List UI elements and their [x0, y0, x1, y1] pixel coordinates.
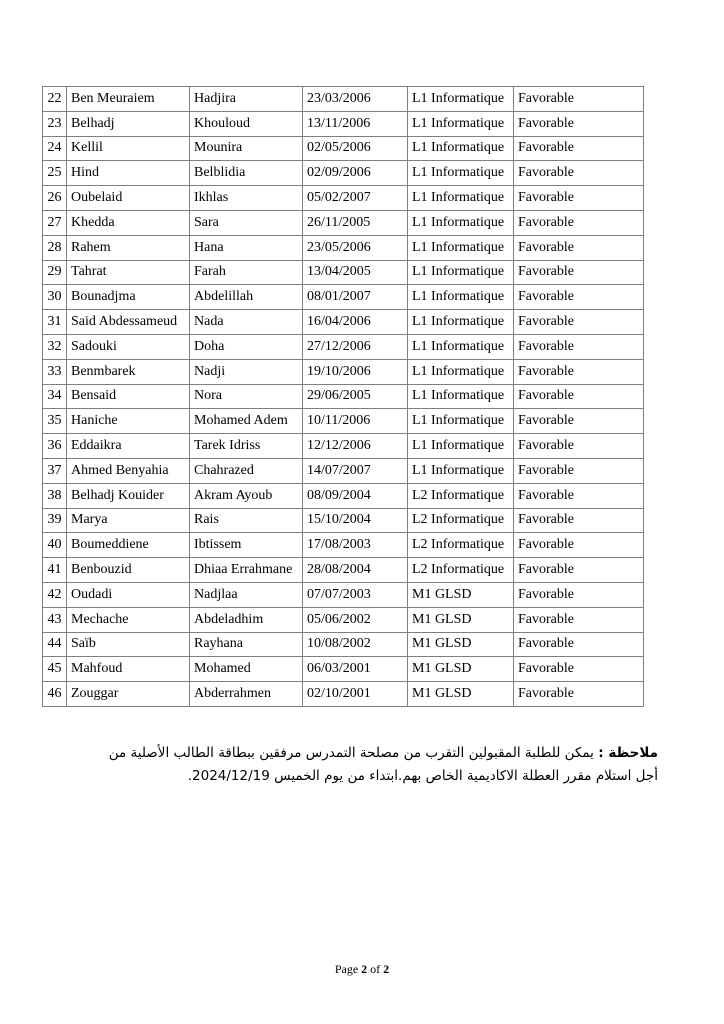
last-name-cell: Eddaikra	[67, 434, 190, 459]
first-name-cell: Abdelillah	[190, 285, 303, 310]
program-cell: L1 Informatique	[408, 260, 514, 285]
birth-date-cell: 08/01/2007	[303, 285, 408, 310]
birth-date-cell: 16/04/2006	[303, 310, 408, 335]
first-name-cell: Farah	[190, 260, 303, 285]
decision-cell: Favorable	[514, 260, 644, 285]
table-row	[43, 359, 644, 384]
table-row	[43, 210, 644, 235]
table-row	[43, 632, 644, 657]
birth-date-cell: 29/06/2005	[303, 384, 408, 409]
note-paragraph	[98, 742, 658, 788]
row-number-cell: 43	[43, 607, 67, 632]
first-name-cell: Ibtissem	[190, 533, 303, 558]
table-row	[43, 310, 644, 335]
last-name-cell: Marya	[67, 508, 190, 533]
row-number-cell: 24	[43, 136, 67, 161]
program-cell: L1 Informatique	[408, 136, 514, 161]
first-name-cell: Mohamed	[190, 657, 303, 682]
row-number-cell: 44	[43, 632, 67, 657]
table-body	[43, 87, 644, 707]
birth-date-cell: 19/10/2006	[303, 359, 408, 384]
last-name-cell: Ben Meuraiem	[67, 87, 190, 112]
birth-date-cell: 07/07/2003	[303, 582, 408, 607]
first-name-cell: Hana	[190, 235, 303, 260]
program-cell: L1 Informatique	[408, 359, 514, 384]
note-text: يمكن للطلبة المقبولين التقرب من مصلحة التمدرس مرفقين ببطاقة الطالب الأصلية من أجل استلام مقرر العطلة الاكاديمية الخاص بهم.ابتداء من يوم الخميس 2024/12/19.	[108, 745, 658, 784]
decision-cell: Favorable	[514, 359, 644, 384]
birth-date-cell: 02/09/2006	[303, 161, 408, 186]
birth-date-cell: 23/03/2006	[303, 87, 408, 112]
first-name-cell: Dhiaa Errahmane	[190, 558, 303, 583]
program-cell: M1 GLSD	[408, 657, 514, 682]
first-name-cell: Mohamed Adem	[190, 409, 303, 434]
table-row	[43, 582, 644, 607]
row-number-cell: 38	[43, 483, 67, 508]
footer-total-pages: 2	[383, 962, 390, 976]
birth-date-cell: 17/08/2003	[303, 533, 408, 558]
last-name-cell: Belhadj Kouider	[67, 483, 190, 508]
table-row	[43, 235, 644, 260]
decision-cell: Favorable	[514, 334, 644, 359]
last-name-cell: Rahem	[67, 235, 190, 260]
row-number-cell: 32	[43, 334, 67, 359]
last-name-cell: Benmbarek	[67, 359, 190, 384]
decision-cell: Favorable	[514, 136, 644, 161]
row-number-cell: 22	[43, 87, 67, 112]
last-name-cell: Saïb	[67, 632, 190, 657]
row-number-cell: 28	[43, 235, 67, 260]
program-cell: L1 Informatique	[408, 111, 514, 136]
table-row	[43, 409, 644, 434]
decision-cell: Favorable	[514, 186, 644, 211]
birth-date-cell: 14/07/2007	[303, 458, 408, 483]
last-name-cell: Khedda	[67, 210, 190, 235]
first-name-cell: Mounira	[190, 136, 303, 161]
row-number-cell: 31	[43, 310, 67, 335]
first-name-cell: Hadjira	[190, 87, 303, 112]
decision-cell: Favorable	[514, 409, 644, 434]
birth-date-cell: 02/10/2001	[303, 682, 408, 707]
first-name-cell: Rais	[190, 508, 303, 533]
program-cell: L1 Informatique	[408, 434, 514, 459]
last-name-cell: Zouggar	[67, 682, 190, 707]
table-row	[43, 136, 644, 161]
first-name-cell: Nadji	[190, 359, 303, 384]
birth-date-cell: 10/11/2006	[303, 409, 408, 434]
table-row	[43, 260, 644, 285]
results-table	[42, 86, 644, 707]
program-cell: L2 Informatique	[408, 533, 514, 558]
first-name-cell: Khouloud	[190, 111, 303, 136]
decision-cell: Favorable	[514, 533, 644, 558]
table-row	[43, 87, 644, 112]
birth-date-cell: 06/03/2001	[303, 657, 408, 682]
last-name-cell: Mahfoud	[67, 657, 190, 682]
row-number-cell: 40	[43, 533, 67, 558]
table-row	[43, 682, 644, 707]
table-row	[43, 384, 644, 409]
program-cell: L1 Informatique	[408, 210, 514, 235]
last-name-cell: Bounadjma	[67, 285, 190, 310]
birth-date-cell: 13/11/2006	[303, 111, 408, 136]
table-row	[43, 607, 644, 632]
birth-date-cell: 23/05/2006	[303, 235, 408, 260]
last-name-cell: Tahrat	[67, 260, 190, 285]
program-cell: L1 Informatique	[408, 186, 514, 211]
program-cell: L1 Informatique	[408, 310, 514, 335]
program-cell: L1 Informatique	[408, 87, 514, 112]
table-row	[43, 483, 644, 508]
row-number-cell: 30	[43, 285, 67, 310]
program-cell: L1 Informatique	[408, 334, 514, 359]
row-number-cell: 34	[43, 384, 67, 409]
decision-cell: Favorable	[514, 384, 644, 409]
footer-of-word: of	[370, 962, 381, 976]
last-name-cell: Mechache	[67, 607, 190, 632]
first-name-cell: Belblidia	[190, 161, 303, 186]
footer-page-word: Page	[334, 962, 359, 976]
birth-date-cell: 02/05/2006	[303, 136, 408, 161]
first-name-cell: Akram Ayoub	[190, 483, 303, 508]
first-name-cell: Abdeladhim	[190, 607, 303, 632]
last-name-cell: Hind	[67, 161, 190, 186]
last-name-cell: Ahmed Benyahia	[67, 458, 190, 483]
table-row	[43, 434, 644, 459]
row-number-cell: 36	[43, 434, 67, 459]
decision-cell: Favorable	[514, 458, 644, 483]
page-footer	[0, 962, 724, 977]
program-cell: M1 GLSD	[408, 582, 514, 607]
decision-cell: Favorable	[514, 657, 644, 682]
program-cell: L1 Informatique	[408, 285, 514, 310]
decision-cell: Favorable	[514, 434, 644, 459]
decision-cell: Favorable	[514, 111, 644, 136]
row-number-cell: 39	[43, 508, 67, 533]
table-row	[43, 161, 644, 186]
table-row	[43, 334, 644, 359]
last-name-cell: Bensaid	[67, 384, 190, 409]
program-cell: L1 Informatique	[408, 409, 514, 434]
table-row	[43, 285, 644, 310]
decision-cell: Favorable	[514, 483, 644, 508]
row-number-cell: 35	[43, 409, 67, 434]
table-row	[43, 657, 644, 682]
program-cell: L1 Informatique	[408, 384, 514, 409]
decision-cell: Favorable	[514, 285, 644, 310]
row-number-cell: 42	[43, 582, 67, 607]
last-name-cell: Sadouki	[67, 334, 190, 359]
decision-cell: Favorable	[514, 87, 644, 112]
program-cell: L2 Informatique	[408, 558, 514, 583]
first-name-cell: Nadjlaa	[190, 582, 303, 607]
decision-cell: Favorable	[514, 235, 644, 260]
last-name-cell: Haniche	[67, 409, 190, 434]
decision-cell: Favorable	[514, 607, 644, 632]
birth-date-cell: 05/06/2002	[303, 607, 408, 632]
birth-date-cell: 26/11/2005	[303, 210, 408, 235]
table-row	[43, 508, 644, 533]
table-row	[43, 533, 644, 558]
row-number-cell: 23	[43, 111, 67, 136]
last-name-cell: Belhadj	[67, 111, 190, 136]
row-number-cell: 27	[43, 210, 67, 235]
program-cell: M1 GLSD	[408, 607, 514, 632]
note-label: ملاحظة :	[598, 745, 658, 761]
row-number-cell: 33	[43, 359, 67, 384]
program-cell: L1 Informatique	[408, 235, 514, 260]
table-row	[43, 186, 644, 211]
birth-date-cell: 28/08/2004	[303, 558, 408, 583]
birth-date-cell: 08/09/2004	[303, 483, 408, 508]
row-number-cell: 45	[43, 657, 67, 682]
table-row	[43, 458, 644, 483]
birth-date-cell: 12/12/2006	[303, 434, 408, 459]
program-cell: L1 Informatique	[408, 458, 514, 483]
birth-date-cell: 05/02/2007	[303, 186, 408, 211]
row-number-cell: 37	[43, 458, 67, 483]
program-cell: L2 Informatique	[408, 508, 514, 533]
decision-cell: Favorable	[514, 558, 644, 583]
footer-current-page: 2	[361, 962, 368, 976]
first-name-cell: Nada	[190, 310, 303, 335]
birth-date-cell: 15/10/2004	[303, 508, 408, 533]
last-name-cell: Oubelaid	[67, 186, 190, 211]
birth-date-cell: 10/08/2002	[303, 632, 408, 657]
row-number-cell: 41	[43, 558, 67, 583]
row-number-cell: 26	[43, 186, 67, 211]
first-name-cell: Rayhana	[190, 632, 303, 657]
program-cell: L1 Informatique	[408, 161, 514, 186]
program-cell: L2 Informatique	[408, 483, 514, 508]
first-name-cell: Ikhlas	[190, 186, 303, 211]
last-name-cell: Benbouzid	[67, 558, 190, 583]
first-name-cell: Doha	[190, 334, 303, 359]
row-number-cell: 25	[43, 161, 67, 186]
decision-cell: Favorable	[514, 508, 644, 533]
birth-date-cell: 13/04/2005	[303, 260, 408, 285]
row-number-cell: 46	[43, 682, 67, 707]
last-name-cell: Said Abdessameud	[67, 310, 190, 335]
decision-cell: Favorable	[514, 310, 644, 335]
first-name-cell: Abderrahmen	[190, 682, 303, 707]
decision-cell: Favorable	[514, 632, 644, 657]
decision-cell: Favorable	[514, 161, 644, 186]
program-cell: M1 GLSD	[408, 632, 514, 657]
table-row	[43, 558, 644, 583]
table-row	[43, 111, 644, 136]
first-name-cell: Tarek Idriss	[190, 434, 303, 459]
last-name-cell: Kellil	[67, 136, 190, 161]
birth-date-cell: 27/12/2006	[303, 334, 408, 359]
last-name-cell: Oudadi	[67, 582, 190, 607]
first-name-cell: Nora	[190, 384, 303, 409]
decision-cell: Favorable	[514, 582, 644, 607]
program-cell: M1 GLSD	[408, 682, 514, 707]
decision-cell: Favorable	[514, 682, 644, 707]
decision-cell: Favorable	[514, 210, 644, 235]
first-name-cell: Chahrazed	[190, 458, 303, 483]
row-number-cell: 29	[43, 260, 67, 285]
first-name-cell: Sara	[190, 210, 303, 235]
last-name-cell: Boumeddiene	[67, 533, 190, 558]
